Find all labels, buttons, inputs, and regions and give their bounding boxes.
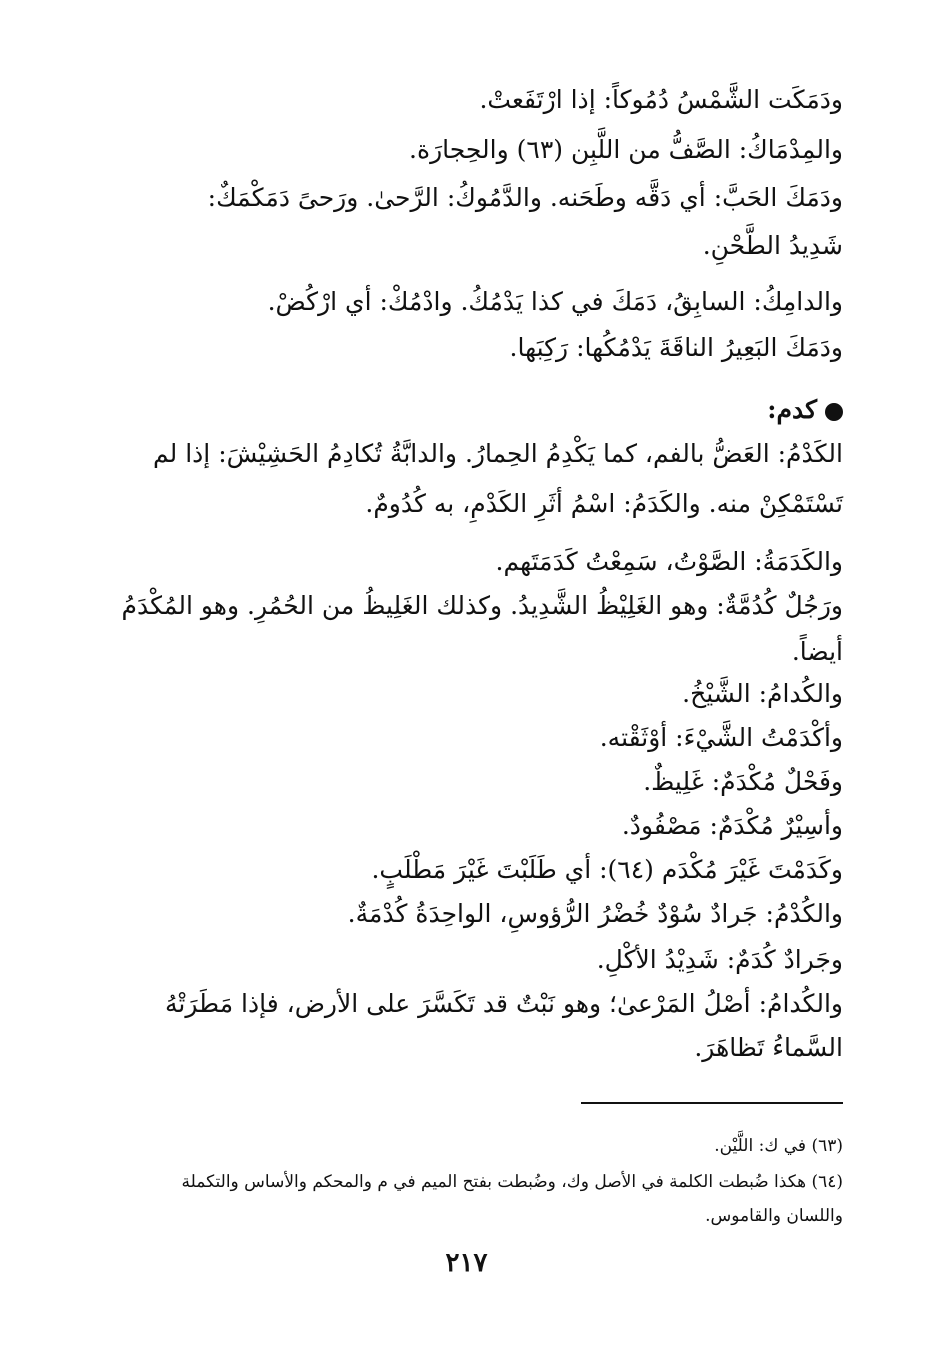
- section-line: وجَرادٌ كُدَمٌ: شَدِيْدُ الأكْلِ.: [596, 945, 843, 974]
- section-line: تَسْتَمْكِنْ منه. والكَدَمُ: اسْمُ أثَرِ الكَدْمِ، به كُدُومٌ.: [365, 489, 843, 518]
- footnote-separator: [581, 1102, 843, 1104]
- entry-line: ودَمَكَ البَعِيرُ الناقَةَ يَدْمُكُها: رَكِبَها.: [509, 333, 843, 362]
- section-line: والكُدامُ: أصْلُ المَرْعىٰ؛ وهو نَبْتٌ قد تَكَسَّرَ على الأرض، فإذا مَطَرَتْهُ: [165, 989, 843, 1018]
- entry-line: ودَمَكَ الحَبَّ: أي دَقَّه وطَحَنه. والدَّمُوكُ: الرَّحىٰ. ورَحىً دَمَكْمَكٌ:: [207, 183, 843, 212]
- section-heading: [767, 388, 843, 432]
- section-line: أيضاً.: [791, 637, 843, 666]
- section-line: وأكْدَمْتُ الشَّيْءَ: أوْثَقْته.: [599, 723, 843, 752]
- entry-line: ودَمَكَت الشَّمْسُ دُمُوكاً: إذا ارْتَفَعتْ.: [479, 85, 843, 114]
- section-line: والكَدَمَةُ: الصَّوْتُ، سَمِعْتُ كَدَمَتَهم.: [495, 547, 843, 576]
- section-line: وفَحْلٌ مُكْدَمٌ: غَلِيظٌ.: [643, 767, 843, 796]
- section-line: وكَدَمْتَ غَيْرَ مُكْدَم (٦٤): أي طَلَبْتَ غَيْرَ مَطْلَبٍ.: [371, 855, 843, 884]
- section-heading-text: كدم:: [767, 395, 817, 424]
- bullet-icon: [825, 403, 843, 421]
- section-line: والكُدامُ: الشَّيْخُ.: [682, 679, 843, 708]
- entry-line: والمِدْمَاكُ: الصَّفُّ من اللَّبِن (٦٣) والحِجارَة.: [409, 135, 843, 164]
- section-line: السَّماءُ تَظاهَرَ.: [694, 1033, 843, 1062]
- section-line: والكُدْمُ: جَرادٌ سُوْدٌ خُضْرُ الرُّؤوسِ، الواحِدَةُ كُدْمَةٌ.: [347, 899, 843, 928]
- section-line: وأسِيْرٌ مُكْدَمٌ: مَصْفُودٌ.: [621, 811, 843, 840]
- footnote-continuation: واللسان والقاموس.: [705, 1206, 843, 1226]
- page-number: ٢١٧: [445, 1248, 488, 1278]
- entry-line: والدامِكُ: السابِقُ، دَمَكَ في كذا يَدْمُكُ. وادْمُكْ: أي ارْكُضْ.: [267, 287, 843, 316]
- section-line: الكَدْمُ: العَضُّ بالفم، كما يَكْدِمُ الحِمارُ. والدابَّةُ تُكادِمُ الحَشِيْشَ: إذا لم: [153, 439, 843, 468]
- footnote: (٦٤) هكذا ضُبطت الكلمة في الأصل وك، وضُبطت بفتح الميم في م والمحكم والأساس والتكملة: [181, 1172, 843, 1192]
- footnote: (٦٣) في ك: اللَّيْن.: [714, 1136, 843, 1156]
- entry-line: شَدِيدُ الطَّحْنِ.: [702, 231, 843, 260]
- section-line: ورَجُلٌ كُدُمَّةٌ: وهو الغَلِيْظُ الشَّدِيدُ. وكذلك الغَلِيظُ من الحُمُرِ. وهو المُكْدَمُ: [121, 591, 843, 620]
